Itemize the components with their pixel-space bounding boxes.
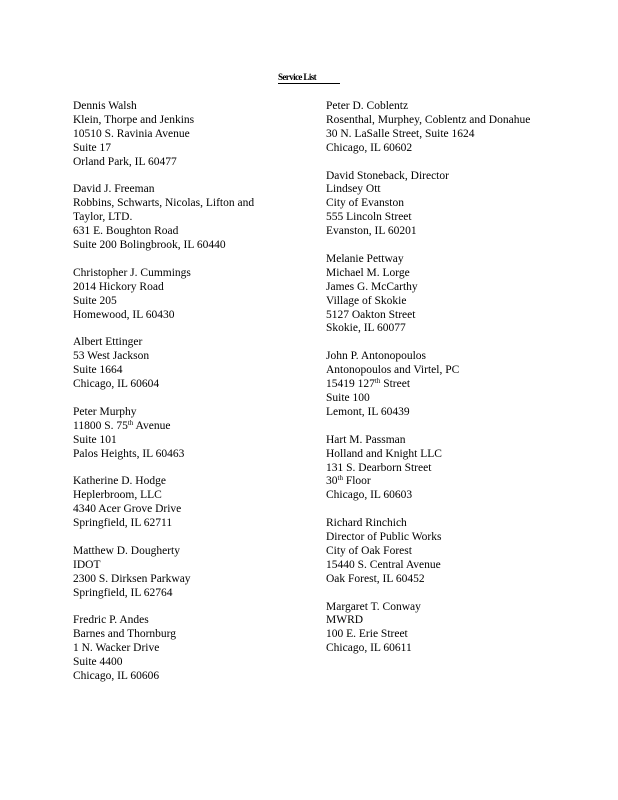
address-line: 5127 Oakton Street <box>326 308 416 321</box>
address-line: Lindsey Ott <box>326 183 381 196</box>
address-line: IDOT <box>73 558 101 571</box>
address-line: Springfield, IL 62711 <box>73 517 173 530</box>
address-line: Chicago, IL 60606 <box>73 670 160 683</box>
address-line: 15419 127th Street <box>326 377 411 391</box>
service-entry <box>326 100 586 156</box>
address-line: Suite 4400 <box>73 656 123 669</box>
service-entry <box>73 183 313 253</box>
contact-name: Richard Rinchich <box>326 517 407 530</box>
contact-name: David Stoneback, Director <box>326 169 449 182</box>
address-line: Chicago, IL 60604 <box>73 378 160 391</box>
address-line: Lemont, IL 60439 <box>326 405 410 418</box>
service-entry <box>73 100 313 170</box>
contact-name: Albert Ettinger <box>73 336 143 349</box>
contact-name: Fredric P. Andes <box>73 614 149 627</box>
address-line: Evanston, IL 60201 <box>326 225 417 238</box>
service-entry <box>326 517 586 587</box>
address-line: Rosenthal, Murphey, Coblentz and Donahue <box>326 113 531 126</box>
address-line: City of Evanston <box>326 197 404 210</box>
service-entry <box>73 475 313 531</box>
service-entry <box>326 253 586 336</box>
contact-name: Melanie Pettway <box>326 252 404 265</box>
address-line: Heplerbroom, LLC <box>73 489 162 502</box>
contact-name: Margaret T. Conway <box>326 600 421 613</box>
service-entry <box>326 170 586 240</box>
service-entry <box>326 350 586 420</box>
address-line: 15440 S. Central Avenue <box>326 558 441 571</box>
service-entry <box>73 406 313 462</box>
address-line: Antonopoulos and Virtel, PC <box>326 364 460 377</box>
address-line: Suite 205 <box>73 294 117 307</box>
address-line: City of Oak Forest <box>326 544 412 557</box>
address-line: Klein, Thorpe and Jenkins <box>73 113 195 126</box>
address-line: Barnes and Thornburg <box>73 628 177 641</box>
address-line: 1 N. Wacker Drive <box>73 642 160 655</box>
address-line: 11800 S. 75th Avenue <box>73 418 171 432</box>
right-column <box>326 100 586 670</box>
address-line: Holland and Knight LLC <box>326 447 442 460</box>
service-entry <box>326 434 586 504</box>
contact-name: Peter Murphy <box>73 405 137 418</box>
service-entry <box>73 336 313 392</box>
address-line: Robbins, Schwarts, Nicolas, Lifton and <box>73 197 255 210</box>
address-line: Orland Park, IL 60477 <box>73 155 177 168</box>
service-entry <box>73 267 313 323</box>
address-line: James G. McCarthy <box>326 280 418 293</box>
address-line: Suite 100 <box>326 391 370 404</box>
address-line: Taylor, LTD. <box>73 211 133 224</box>
address-line: MWRD <box>326 614 364 627</box>
contact-name: Katherine D. Hodge <box>73 475 166 488</box>
contact-name: Dennis Walsh <box>73 100 137 112</box>
address-line: 30th Floor <box>326 474 371 488</box>
address-line: 2300 S. Dirksen Parkway <box>73 572 191 585</box>
address-line: 131 S. Dearborn Street <box>326 461 432 474</box>
service-entry <box>73 614 313 684</box>
address-line: Suite 1664 <box>73 364 123 377</box>
contact-name: John P. Antonopoulos <box>326 350 427 363</box>
address-line: Chicago, IL 60602 <box>326 141 413 154</box>
contact-name: Hart M. Passman <box>326 433 406 446</box>
service-entry <box>326 601 586 657</box>
contact-name: Peter D. Coblentz <box>326 100 409 112</box>
address-line: 555 Lincoln Street <box>326 211 412 224</box>
address-line: Suite 200 Bolingbrook, IL 60440 <box>73 239 226 252</box>
address-line: Suite 101 <box>73 433 117 446</box>
address-line: Homewood, IL 60430 <box>73 308 175 321</box>
address-line: Director of Public Works <box>326 531 442 544</box>
contact-name: Matthew D. Dougherty <box>73 544 180 557</box>
address-line: 100 E. Erie Street <box>326 628 408 641</box>
address-line: 53 West Jackson <box>73 350 150 363</box>
service-entry <box>73 545 313 601</box>
address-line: 631 E. Boughton Road <box>73 225 179 238</box>
address-line: Skokie, IL 60077 <box>326 322 406 335</box>
address-line: Palos Heights, IL 60463 <box>73 447 185 460</box>
address-line: Springfield, IL 62764 <box>73 586 173 599</box>
page-title: Service List <box>278 72 340 84</box>
address-line: Oak Forest, IL 60452 <box>326 572 425 585</box>
address-line: 2014 Hickory Road <box>73 280 164 293</box>
address-line: Chicago, IL 60611 <box>326 642 412 655</box>
address-line: 10510 S. Ravinia Avenue <box>73 127 190 140</box>
address-line: 30 N. LaSalle Street, Suite 1624 <box>326 127 475 140</box>
address-line: Chicago, IL 60603 <box>326 489 413 502</box>
address-line: 4340 Acer Grove Drive <box>73 503 182 516</box>
address-line: Village of Skokie <box>326 294 407 307</box>
address-line: Michael M. Lorge <box>326 266 410 279</box>
contact-name: Christopher J. Cummings <box>73 266 191 279</box>
address-line: Suite 17 <box>73 141 112 154</box>
left-column <box>73 100 313 698</box>
contact-name: David J. Freeman <box>73 183 155 196</box>
